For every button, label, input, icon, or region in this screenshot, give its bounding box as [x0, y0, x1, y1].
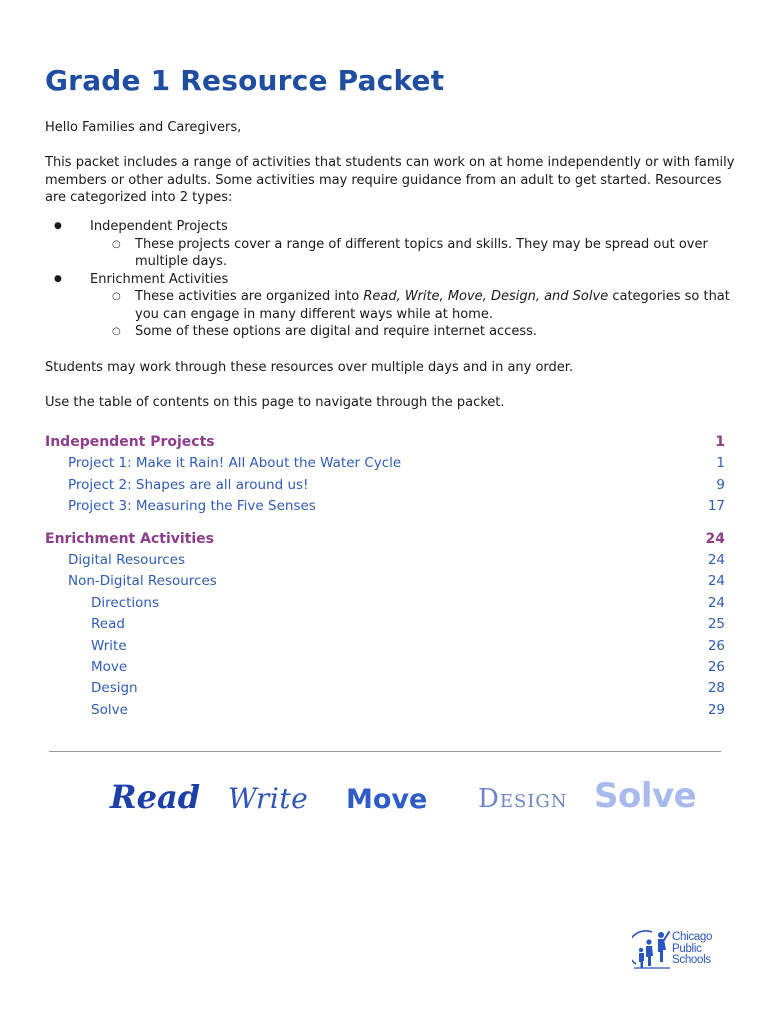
chicago-public-schools-logo: [632, 928, 728, 972]
greeting-text: Hello Families and Caregivers,: [45, 120, 242, 135]
toc-label: Digital Resources: [68, 551, 186, 568]
section-divider: [49, 751, 721, 752]
toc-page-number: 28: [707, 680, 725, 697]
toc-label: Project 3: Measuring the Five Senses: [68, 498, 316, 515]
toc-link-solve[interactable]: [45, 700, 725, 721]
resource-type-independent-projects: [45, 218, 735, 271]
toc-link-design[interactable]: [45, 678, 725, 699]
toc-link-read[interactable]: [45, 614, 725, 635]
toc-label: Design: [91, 680, 138, 697]
toc-page-number: 26: [707, 637, 725, 654]
resource-type-label: Enrichment Activities: [90, 271, 229, 287]
enrichment-detail-text: These activities are organized into Read, Write, Move, Design, and Solve categories so that you can engage in many different ways while at home.: [135, 289, 730, 322]
toc-label: Read: [91, 616, 125, 633]
resource-type-detail: ○ These projects cover a range of different topics and skills. They may be spread out over multiple days.: [90, 236, 735, 271]
toc-label: Enrichment Activities: [45, 530, 214, 547]
resource-types-list: [45, 218, 735, 341]
toc-link-directions[interactable]: [45, 593, 725, 614]
category-word-move: Move: [346, 784, 428, 815]
toc-page-number: 1: [715, 434, 725, 450]
resource-type-details: [90, 288, 735, 341]
toc-label: Move: [91, 658, 128, 675]
toc-link-non-digital-resources[interactable]: [45, 571, 725, 592]
chicago-public-schools-figures-icon: [632, 928, 672, 972]
table-of-contents: [45, 432, 725, 721]
toc-page-number: 24: [705, 530, 725, 547]
toc-label: Project 1: Make it Rain! All About the Water Cycle: [68, 455, 402, 472]
toc-page-number: 29: [707, 701, 725, 718]
toc-label: Independent Projects: [45, 434, 215, 450]
resource-type-enrichment-activities: [45, 271, 735, 341]
toc-link-move[interactable]: [45, 657, 725, 678]
resource-type-details: [90, 236, 735, 271]
toc-label: Directions: [91, 594, 160, 611]
closing-text-navigate: Use the table of contents on this page to navigate through the packet.: [45, 395, 505, 410]
category-word-read: Read: [110, 778, 201, 816]
toc-page-number: 17: [707, 498, 725, 515]
logo-wordmark: [672, 932, 712, 967]
toc-link-project-3[interactable]: [45, 496, 725, 517]
toc-label: Project 2: Shapes are all around us!: [68, 476, 309, 493]
toc-page-number: 26: [707, 658, 725, 675]
toc-label: Solve: [91, 701, 128, 718]
toc-page-number: 25: [707, 616, 725, 633]
toc-page-number: 24: [707, 551, 725, 568]
toc-link-write[interactable]: [45, 636, 725, 657]
resource-type-label: Independent Projects: [90, 219, 228, 234]
toc-page-number: 1: [716, 455, 725, 472]
document-title: Grade 1 Resource Packet: [45, 64, 445, 97]
category-names-emphasis: Read, Write, Move, Design, and Solve: [363, 289, 609, 304]
toc-page-number: 9: [716, 476, 725, 493]
toc-page-number: 24: [707, 573, 725, 590]
toc-heading-independent-projects[interactable]: [45, 432, 725, 453]
category-word-write: Write: [228, 782, 309, 815]
logo-line: Schools: [672, 954, 711, 966]
closing-text-order: Students may work through these resources over multiple days and in any order.: [45, 360, 574, 375]
toc-link-project-2[interactable]: [45, 475, 725, 496]
toc-label: Non-Digital Resources: [68, 573, 217, 590]
toc-heading-enrichment-activities[interactable]: [45, 529, 725, 550]
toc-page-number: 24: [707, 594, 725, 611]
toc-link-project-1[interactable]: [45, 453, 725, 474]
category-word-solve: Solve: [594, 776, 697, 816]
resource-type-detail: [90, 288, 735, 323]
intro-paragraph: This packet includes a range of activities that students can work on at home independently or with family members or other adults. Some activities may require guidance from an adult to get started. Resources are categorized into 2 types:: [45, 155, 735, 205]
category-words-banner: [110, 778, 710, 828]
logo-line: Public: [672, 942, 702, 955]
category-word-design: Design: [478, 784, 568, 814]
resource-type-detail: ○ Some of these options are digital and require internet access.: [90, 323, 735, 341]
logo-line: Chicago: [672, 931, 713, 943]
toc-link-digital-resources[interactable]: [45, 550, 725, 571]
toc-label: Write: [91, 637, 127, 654]
